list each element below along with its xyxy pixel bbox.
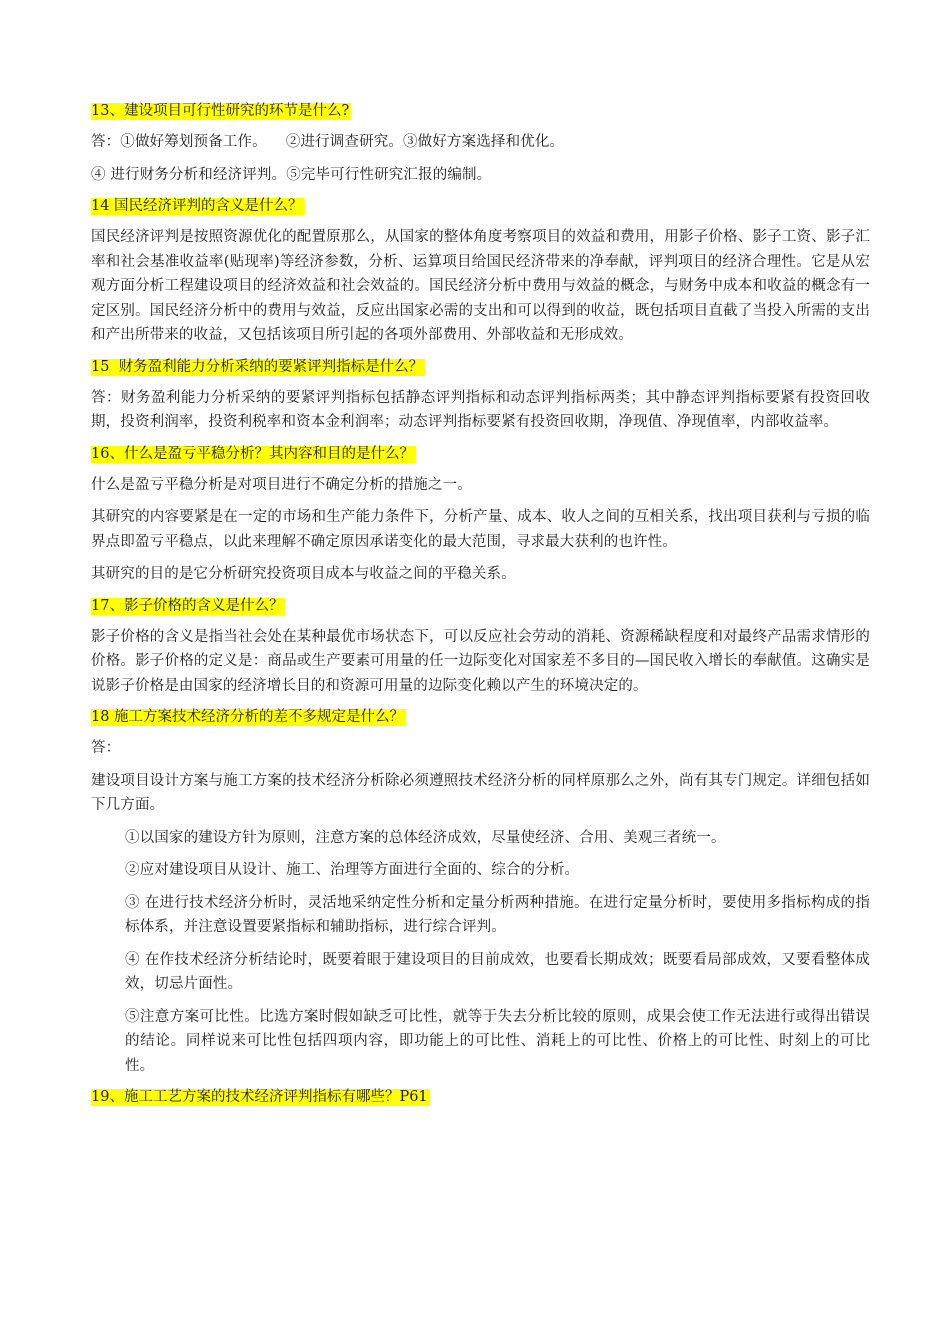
answer-18-point-4: ④ 在作技术经济分析结论时，既要着眼于建设项目的目前成效，也要看长期成效；既要看局部成效，又要看整体成效，切忌片面性。 <box>125 951 870 992</box>
answer-18-point-2: ②应对建设项目从设计、施工、治理等方面进行全面的、综合的分析。 <box>125 862 580 878</box>
question-13 <box>91 100 870 122</box>
question-18-highlight: 18 施工方案技术经济分析的差不多规定是什么？ <box>91 709 405 725</box>
answer-18-point-3: ③ 在进行技术经济分析时，灵活地采纳定性分析和定量分析两种措施。在进行定量分析时，要使用多指标构成的指标体系，并注意设置要紧指标和辅助指标，进行综合评判。 <box>125 894 870 935</box>
answer-18-point-1: ①以国家的建设方针为原则，注意方案的总体经济成效，尽量使经济、合用、美观三者统一。 <box>125 829 726 846</box>
question-13-highlight: 13、建设项目可行性研究的环节是什么? <box>91 103 350 119</box>
answer-16-paragraph-3: 其研究的目的是它分析研究投资项目成本与收益之间的平稳关系。 <box>91 566 516 582</box>
question-15-highlight: 15 财务盈利能力分析采纳的要紧评判指标是什么？ <box>91 358 424 375</box>
answer-18-point-5: ⑤注意方案可比性。比选方案时假如缺乏可比性，就等于失去分析比较的原则，成果会使工作无法进行或得出错误的结论。同样说来可比性包括四项内容，即功能上的可比性、消耗上的可比性、价格上的可比性、时刻上的可比性。 <box>125 1008 870 1074</box>
answer-16-paragraph-2: 其研究的内容要紧是在一定的市场和生产能力条件下，分析产量、成本、收人之间的互相关系，找出项目获利与亏损的临界点即盈亏平稳点，以此来理解不确定原因承诺变化的最大范围，寻求最大获利的也许性。 <box>91 509 870 550</box>
answer-17: 影子价格的含义是指当社会处在某种最优市场状态下，可以反应社会劳动的消耗、资源稀缺程度和对最终产品需求情形的价格。影子价格的定义是：商品或生产要素可用量的任一边际变化对国家差不多目的—国民收入增长的奉献值。这确实是说影子价格是由国家的经济增长目的和资源可用量的边际变化赖以产生的环境决定的。 <box>91 628 870 694</box>
answer-16-line-1: 什么是盈亏平稳分析是对项目进行不确定分析的措施之一。 <box>91 476 472 493</box>
question-14-highlight: 14 国民经济评判的含义是什么？ <box>91 198 303 214</box>
question-14 <box>91 195 870 217</box>
question-17-highlight: 17、影子价格的含义是什么？ <box>91 597 284 614</box>
question-15 <box>91 356 870 378</box>
answer-13-line-2: ④ 进行财务分析和经济评判。⑤完毕可行性研究汇报的编制。 <box>91 166 492 183</box>
answer-18-intro: 建设项目设计方案与施工方案的技术经济分析除必须遵照技术经济分析的同样原那么之外，尚有其专门规定。详细包括如下几方面。 <box>91 772 870 813</box>
question-19 <box>91 1086 870 1108</box>
question-16-highlight: 16、什么是盈亏平稳分析？其内容和目的是什么？ <box>91 445 414 462</box>
answer-18-label: 答： <box>91 740 121 756</box>
question-17 <box>91 595 870 617</box>
answer-14: 国民经济评判是按照资源优化的配置原那么，从国家的整体角度考察项目的效益和费用，用影子价格、影子工资、影子汇率和社会基准收益率(贴现率)等经济参数，分析、运算项目给国民经济带来的净奉献，评判项目的经济合理性。它是从宏观方面分析工程建设项目的经济效益和社会效益的。国民经济分析中费用与效益的概念，与财务中成本和收益的概念有一定区别。国民经济分析中的费用与效益，反应出国家必需的支出和可以得到的收益，既包括项目直截了当投入所需的支出和产出所带来的收益，又包括该项目所引起的各项外部费用、外部收益和无形成效。 <box>91 229 870 343</box>
answer-15: 答：财务盈利能力分析采纳的要紧评判指标包括静态评判指标和动态评判指标两类；其中静态评判指标要紧有投资回收期，投资利润率，投资利税率和资本金利润率；动态评判指标要紧有投资回收期，净现值、净现值率，内部收益率。 <box>91 389 870 430</box>
question-19-highlight: 19、施工工艺方案的技术经济评判指标有哪些？P61 <box>91 1089 428 1105</box>
question-18 <box>91 706 870 728</box>
question-16 <box>91 443 870 465</box>
answer-13-line-1: 答：①做好筹划预备工作。 ②进行调查研究。③做好方案选择和优化。 <box>91 134 565 150</box>
